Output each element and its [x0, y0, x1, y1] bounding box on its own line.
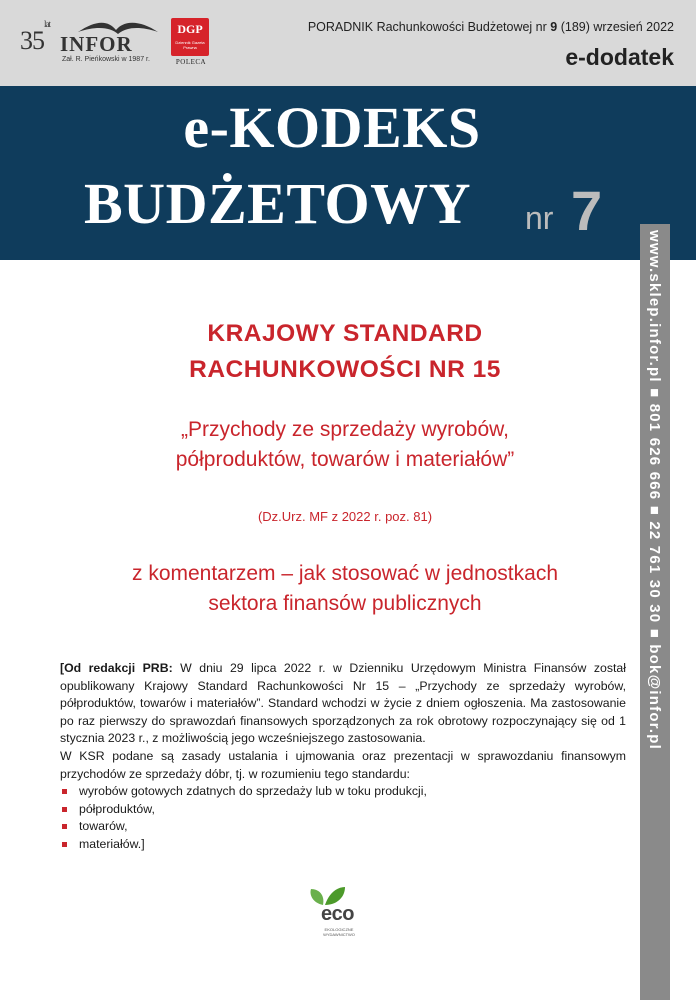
list-item: materiałów.] — [60, 836, 626, 854]
editorial-note — [60, 660, 626, 854]
goods-list — [60, 783, 626, 853]
infor-founded-text: Zał. R. Pieńkowski w 1987 r. — [62, 56, 150, 63]
comment-line-1: z komentarzem – jak stosować w jednostkach — [131, 562, 559, 585]
editorial-text-1: W dniu 29 lipca 2022 r. w Dzienniku Urzędowym Ministra Finansów został opublikowany Krajowy Standard Rachunkowości Nr 15 – „Przychody ze sprzedaży wyrobów, półproduktów, towarów i materiałów”. Standard wchodzi w życie z dniem ogłoszenia. Ma zastosowanie po raz pierwszy do sprawozdań finansowych sporządzonych za rok obrotowy rozpoczynający się od 1 stycznia 2023 r., z możliwością jego wcześniejszego zastosowania. — [60, 661, 626, 746]
legal-reference: (Dz.Urz. MF z 2022 r. poz. 81) — [257, 509, 433, 524]
dgp-logo — [171, 18, 211, 70]
publication-info — [308, 20, 674, 34]
supplement-label: e-dodatek — [565, 44, 674, 70]
eco-logo — [303, 885, 375, 943]
issue-suffix: (189) wrzesień 2022 — [560, 20, 674, 34]
dgp-wordmark: DGP — [177, 22, 203, 36]
editorial-paragraph-2: W KSR podane są zasady ustalania i ujmowania oraz prezentacji w sprawozdaniu finansowym przychodów ze sprzedaży dóbr, tj. w rozumieniu tego standardu: — [60, 748, 626, 781]
anniversary-number: $35^{lat}$ — [20, 19, 50, 55]
dgp-recommends: POLECA — [175, 58, 207, 66]
editorial-lead: [Od redakcji PRB: — [60, 661, 173, 675]
comment-line-2: sektora finansów publicznych — [208, 592, 482, 615]
list-item: wyrobów gotowych zdatnych do sprzedaży lub w toku produkcji, — [60, 783, 626, 801]
list-item: towarów, — [60, 818, 626, 836]
dgp-badge — [171, 18, 209, 56]
eco-subtitle: EKOLOGICZNE WYDAWNICTWO — [323, 927, 355, 937]
list-item: półproduktów, — [60, 801, 626, 819]
infor-wordmark: INFOR — [60, 32, 133, 56]
title-line-1: e-KODEKS — [183, 95, 481, 160]
contact-strip-text: www.sklep.infor.pl ■ 801 626 666 ■ 22 761 30 30 ■ bok@infor.pl — [646, 230, 663, 751]
subtitle-line-1: „Przychody ze sprzedaży wyrobów, — [181, 418, 509, 441]
issue-number: 9 — [550, 20, 558, 34]
issue-number-value: 7 — [571, 179, 603, 242]
publication-prefix: PORADNIK Rachunkowości Budżetowej nr — [307, 20, 547, 34]
subtitle-line-2: półproduktów, towarów i materiałów” — [175, 448, 515, 471]
issue-number-label: nr — [525, 200, 554, 236]
title-line-2: BUDŻETOWY — [84, 171, 471, 236]
eco-wordmark: eco — [321, 903, 354, 925]
main-heading-line-2: RACHUNKOWOŚCI NR 15 — [189, 356, 501, 383]
dgp-subtitle: Dziennik Gazeta Prawna — [175, 40, 205, 50]
infor-logo — [20, 18, 160, 70]
editorial-paragraph-1 — [60, 660, 626, 748]
main-heading-line-1: KRAJOWY STANDARD — [207, 320, 483, 347]
